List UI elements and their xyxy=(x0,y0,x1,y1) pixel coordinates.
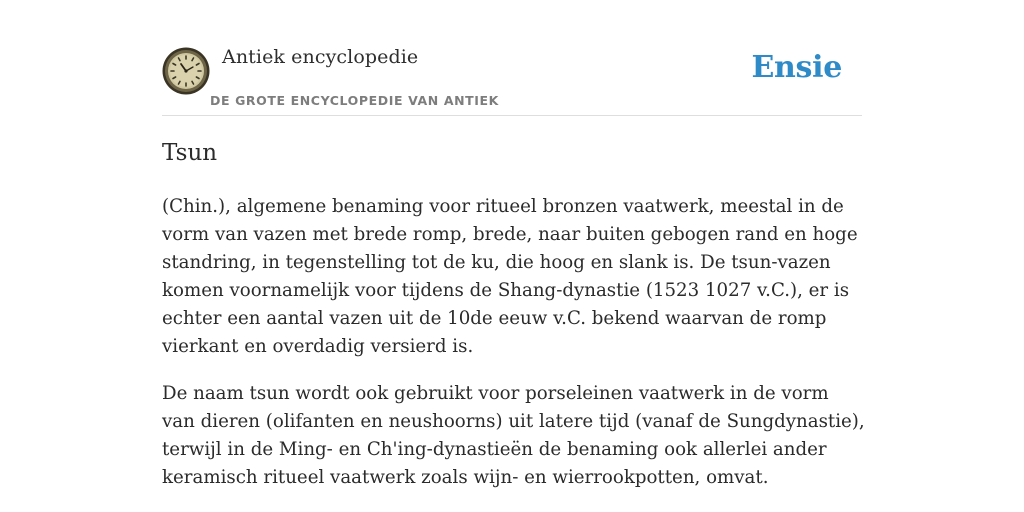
article-title: Tsun xyxy=(162,140,218,166)
ensie-logo-link[interactable]: Ensie xyxy=(751,50,842,85)
article-paragraph: De naam tsun wordt ook gebruikt voor porseleinen vaatwerk in de vorm van dieren (olifanten en neushoorns) uit latere tijd (vanaf de Sungdynastie), terwijl in de Ming- en Ch'ing-dynastieën de benaming ook allerlei ander keramisch ritueel vaatwerk zoals wijn- en wierrookpotten, omvat. xyxy=(162,383,865,488)
article-body xyxy=(162,193,867,511)
article-paragraph: (Chin.), algemene benaming voor ritueel bronzen vaatwerk, meestal in de vorm van vazen met brede romp, brede, naar buiten gebogen rand en hoge standring, in tegenstelling tot de ku, die hoog en slank is. De tsun-vazen komen voornamelijk voor tijdens de Shang-dynastie (1523 1027 v.C.), er is echter een aantal vazen uit de 10de eeuw v.C. bekend waarvan de romp vierkant en overdadig versierd is. xyxy=(162,196,858,357)
site-name[interactable]: Antiek encyclopedie xyxy=(222,46,419,68)
antique-clock-icon[interactable] xyxy=(162,47,210,95)
site-subtitle: DE GROTE ENCYCLOPEDIE VAN ANTIEK xyxy=(210,93,499,108)
header-divider xyxy=(162,115,862,116)
